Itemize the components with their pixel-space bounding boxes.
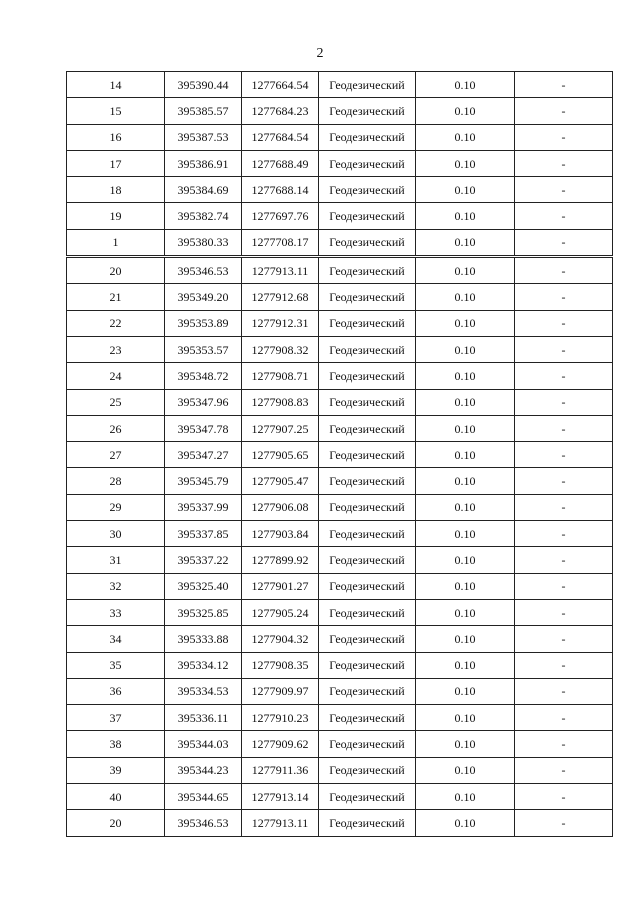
point-number-cell: 28 — [67, 468, 165, 494]
table-row — [67, 731, 613, 757]
point-number-cell: 14 — [67, 72, 165, 98]
x-coordinate-cell: 395337.99 — [165, 494, 242, 520]
note-cell: - — [515, 810, 613, 836]
method-cell: Геодезический — [319, 626, 416, 652]
y-coordinate-cell: 1277688.49 — [242, 150, 319, 176]
x-coordinate-cell: 395380.33 — [165, 229, 242, 256]
y-coordinate-cell: 1277912.31 — [242, 310, 319, 336]
table-row — [67, 652, 613, 678]
note-cell: - — [515, 229, 613, 256]
precision-cell: 0.10 — [416, 203, 515, 229]
method-cell: Геодезический — [319, 468, 416, 494]
method-cell: Геодезический — [319, 229, 416, 256]
precision-cell: 0.10 — [416, 599, 515, 625]
method-cell: Геодезический — [319, 705, 416, 731]
method-cell: Геодезический — [319, 731, 416, 757]
point-number-cell: 33 — [67, 599, 165, 625]
x-coordinate-cell: 395385.57 — [165, 98, 242, 124]
point-number-cell: 36 — [67, 678, 165, 704]
table-row — [67, 310, 613, 336]
point-number-cell: 35 — [67, 652, 165, 678]
y-coordinate-cell: 1277907.25 — [242, 415, 319, 441]
x-coordinate-cell: 395348.72 — [165, 363, 242, 389]
precision-cell: 0.10 — [416, 389, 515, 415]
x-coordinate-cell: 395346.53 — [165, 257, 242, 284]
point-number-cell: 24 — [67, 363, 165, 389]
method-cell: Геодезический — [319, 257, 416, 284]
precision-cell: 0.10 — [416, 177, 515, 203]
table-row — [67, 547, 613, 573]
table-row — [67, 599, 613, 625]
table-row — [67, 203, 613, 229]
x-coordinate-cell: 395334.53 — [165, 678, 242, 704]
y-coordinate-cell: 1277908.71 — [242, 363, 319, 389]
x-coordinate-cell: 395344.65 — [165, 784, 242, 810]
note-cell: - — [515, 203, 613, 229]
y-coordinate-cell: 1277708.17 — [242, 229, 319, 256]
y-coordinate-cell: 1277901.27 — [242, 573, 319, 599]
method-cell: Геодезический — [319, 177, 416, 203]
table-row — [67, 177, 613, 203]
precision-cell: 0.10 — [416, 678, 515, 704]
y-coordinate-cell: 1277905.24 — [242, 599, 319, 625]
coordinates-table — [66, 71, 613, 837]
method-cell: Геодезический — [319, 336, 416, 362]
y-coordinate-cell: 1277906.08 — [242, 494, 319, 520]
method-cell: Геодезический — [319, 494, 416, 520]
table-row — [67, 415, 613, 441]
note-cell: - — [515, 547, 613, 573]
x-coordinate-cell: 395353.57 — [165, 336, 242, 362]
note-cell: - — [515, 72, 613, 98]
y-coordinate-cell: 1277912.68 — [242, 284, 319, 310]
x-coordinate-cell: 395390.44 — [165, 72, 242, 98]
x-coordinate-cell: 395347.96 — [165, 389, 242, 415]
precision-cell: 0.10 — [416, 442, 515, 468]
note-cell: - — [515, 284, 613, 310]
table-row — [67, 784, 613, 810]
method-cell: Геодезический — [319, 98, 416, 124]
note-cell: - — [515, 494, 613, 520]
point-number-cell: 15 — [67, 98, 165, 124]
precision-cell: 0.10 — [416, 784, 515, 810]
note-cell: - — [515, 521, 613, 547]
table-row — [67, 98, 613, 124]
precision-cell: 0.10 — [416, 124, 515, 150]
point-number-cell: 21 — [67, 284, 165, 310]
note-cell: - — [515, 150, 613, 176]
point-number-cell: 34 — [67, 626, 165, 652]
y-coordinate-cell: 1277905.47 — [242, 468, 319, 494]
x-coordinate-cell: 395382.74 — [165, 203, 242, 229]
table-row — [67, 442, 613, 468]
x-coordinate-cell: 395384.69 — [165, 177, 242, 203]
method-cell: Геодезический — [319, 573, 416, 599]
y-coordinate-cell: 1277911.36 — [242, 757, 319, 783]
point-number-cell: 1 — [67, 229, 165, 256]
x-coordinate-cell: 395325.40 — [165, 573, 242, 599]
note-cell: - — [515, 678, 613, 704]
method-cell: Геодезический — [319, 547, 416, 573]
precision-cell: 0.10 — [416, 229, 515, 256]
note-cell: - — [515, 599, 613, 625]
table-row — [67, 72, 613, 98]
y-coordinate-cell: 1277903.84 — [242, 521, 319, 547]
point-number-cell: 26 — [67, 415, 165, 441]
note-cell: - — [515, 784, 613, 810]
note-cell: - — [515, 652, 613, 678]
method-cell: Геодезический — [319, 363, 416, 389]
precision-cell: 0.10 — [416, 810, 515, 836]
method-cell: Геодезический — [319, 415, 416, 441]
point-number-cell: 40 — [67, 784, 165, 810]
y-coordinate-cell: 1277908.83 — [242, 389, 319, 415]
x-coordinate-cell: 395336.11 — [165, 705, 242, 731]
precision-cell: 0.10 — [416, 98, 515, 124]
method-cell: Геодезический — [319, 72, 416, 98]
point-number-cell: 23 — [67, 336, 165, 362]
y-coordinate-cell: 1277688.14 — [242, 177, 319, 203]
method-cell: Геодезический — [319, 389, 416, 415]
x-coordinate-cell: 395386.91 — [165, 150, 242, 176]
precision-cell: 0.10 — [416, 626, 515, 652]
table-row — [67, 810, 613, 836]
table-row — [67, 150, 613, 176]
y-coordinate-cell: 1277899.92 — [242, 547, 319, 573]
table-row — [67, 705, 613, 731]
y-coordinate-cell: 1277664.54 — [242, 72, 319, 98]
precision-cell: 0.10 — [416, 363, 515, 389]
y-coordinate-cell: 1277684.23 — [242, 98, 319, 124]
table-row — [67, 494, 613, 520]
method-cell: Геодезический — [319, 150, 416, 176]
note-cell: - — [515, 757, 613, 783]
table-row — [67, 757, 613, 783]
precision-cell: 0.10 — [416, 521, 515, 547]
method-cell: Геодезический — [319, 521, 416, 547]
x-coordinate-cell: 395325.85 — [165, 599, 242, 625]
note-cell: - — [515, 731, 613, 757]
note-cell: - — [515, 257, 613, 284]
method-cell: Геодезический — [319, 678, 416, 704]
note-cell: - — [515, 626, 613, 652]
precision-cell: 0.10 — [416, 757, 515, 783]
precision-cell: 0.10 — [416, 72, 515, 98]
y-coordinate-cell: 1277908.32 — [242, 336, 319, 362]
x-coordinate-cell: 395347.78 — [165, 415, 242, 441]
table-row — [67, 389, 613, 415]
page-number: 2 — [316, 46, 324, 61]
note-cell: - — [515, 705, 613, 731]
method-cell: Геодезический — [319, 810, 416, 836]
y-coordinate-cell: 1277913.11 — [242, 257, 319, 284]
point-number-cell: 39 — [67, 757, 165, 783]
table-row — [67, 124, 613, 150]
coordinates-table-body — [67, 72, 613, 837]
table-row — [67, 257, 613, 284]
note-cell: - — [515, 573, 613, 599]
y-coordinate-cell: 1277697.76 — [242, 203, 319, 229]
method-cell: Геодезический — [319, 124, 416, 150]
point-number-cell: 20 — [67, 810, 165, 836]
x-coordinate-cell: 395353.89 — [165, 310, 242, 336]
y-coordinate-cell: 1277913.14 — [242, 784, 319, 810]
precision-cell: 0.10 — [416, 573, 515, 599]
note-cell: - — [515, 415, 613, 441]
precision-cell: 0.10 — [416, 494, 515, 520]
precision-cell: 0.10 — [416, 652, 515, 678]
method-cell: Геодезический — [319, 203, 416, 229]
point-number-cell: 37 — [67, 705, 165, 731]
x-coordinate-cell: 395337.85 — [165, 521, 242, 547]
point-number-cell: 25 — [67, 389, 165, 415]
note-cell: - — [515, 363, 613, 389]
x-coordinate-cell: 395344.23 — [165, 757, 242, 783]
y-coordinate-cell: 1277910.23 — [242, 705, 319, 731]
note-cell: - — [515, 177, 613, 203]
x-coordinate-cell: 395349.20 — [165, 284, 242, 310]
method-cell: Геодезический — [319, 599, 416, 625]
table-row — [67, 229, 613, 256]
point-number-cell: 22 — [67, 310, 165, 336]
point-number-cell: 19 — [67, 203, 165, 229]
x-coordinate-cell: 395387.53 — [165, 124, 242, 150]
precision-cell: 0.10 — [416, 468, 515, 494]
precision-cell: 0.10 — [416, 547, 515, 573]
precision-cell: 0.10 — [416, 257, 515, 284]
point-number-cell: 38 — [67, 731, 165, 757]
method-cell: Геодезический — [319, 784, 416, 810]
x-coordinate-cell: 395337.22 — [165, 547, 242, 573]
precision-cell: 0.10 — [416, 415, 515, 441]
table-row — [67, 521, 613, 547]
table-row — [67, 363, 613, 389]
note-cell: - — [515, 442, 613, 468]
point-number-cell: 20 — [67, 257, 165, 284]
y-coordinate-cell: 1277904.32 — [242, 626, 319, 652]
table-row — [67, 284, 613, 310]
method-cell: Геодезический — [319, 652, 416, 678]
method-cell: Геодезический — [319, 310, 416, 336]
point-number-cell: 30 — [67, 521, 165, 547]
precision-cell: 0.10 — [416, 336, 515, 362]
note-cell: - — [515, 468, 613, 494]
note-cell: - — [515, 389, 613, 415]
precision-cell: 0.10 — [416, 705, 515, 731]
note-cell: - — [515, 124, 613, 150]
y-coordinate-cell: 1277684.54 — [242, 124, 319, 150]
precision-cell: 0.10 — [416, 310, 515, 336]
table-row — [67, 336, 613, 362]
note-cell: - — [515, 336, 613, 362]
x-coordinate-cell: 395333.88 — [165, 626, 242, 652]
precision-cell: 0.10 — [416, 150, 515, 176]
y-coordinate-cell: 1277905.65 — [242, 442, 319, 468]
point-number-cell: 16 — [67, 124, 165, 150]
x-coordinate-cell: 395347.27 — [165, 442, 242, 468]
precision-cell: 0.10 — [416, 284, 515, 310]
point-number-cell: 32 — [67, 573, 165, 599]
y-coordinate-cell: 1277913.11 — [242, 810, 319, 836]
precision-cell: 0.10 — [416, 731, 515, 757]
method-cell: Геодезический — [319, 757, 416, 783]
y-coordinate-cell: 1277908.35 — [242, 652, 319, 678]
x-coordinate-cell: 395345.79 — [165, 468, 242, 494]
note-cell: - — [515, 310, 613, 336]
point-number-cell: 17 — [67, 150, 165, 176]
table-row — [67, 468, 613, 494]
x-coordinate-cell: 395334.12 — [165, 652, 242, 678]
point-number-cell: 31 — [67, 547, 165, 573]
point-number-cell: 29 — [67, 494, 165, 520]
method-cell: Геодезический — [319, 284, 416, 310]
table-row — [67, 678, 613, 704]
table-row — [67, 626, 613, 652]
x-coordinate-cell: 395344.03 — [165, 731, 242, 757]
point-number-cell: 27 — [67, 442, 165, 468]
table-row — [67, 573, 613, 599]
method-cell: Геодезический — [319, 442, 416, 468]
y-coordinate-cell: 1277909.62 — [242, 731, 319, 757]
point-number-cell: 18 — [67, 177, 165, 203]
x-coordinate-cell: 395346.53 — [165, 810, 242, 836]
note-cell: - — [515, 98, 613, 124]
y-coordinate-cell: 1277909.97 — [242, 678, 319, 704]
